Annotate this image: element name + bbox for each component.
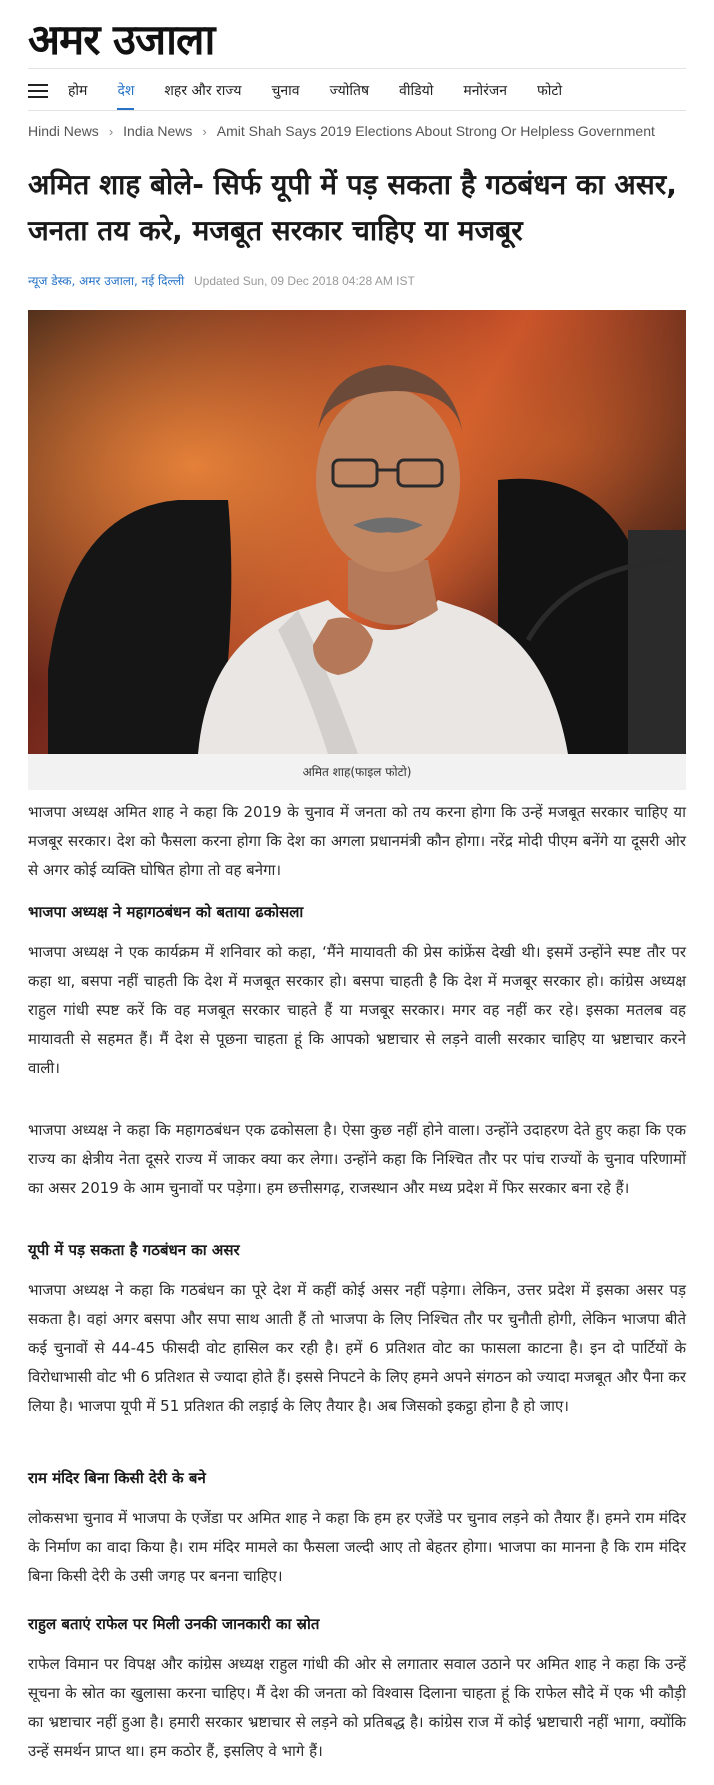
section-heading: यूपी में पड़ सकता है गठबंधन का असर xyxy=(28,1241,240,1259)
masthead xyxy=(28,16,214,64)
nav-item-city-state[interactable]: शहर और राज्य xyxy=(164,83,242,99)
updated-timestamp: Updated Sun, 09 Dec 2018 04:28 AM IST xyxy=(194,274,415,288)
breadcrumb xyxy=(28,120,655,142)
divider xyxy=(28,110,686,111)
paragraph: भाजपा अध्यक्ष ने एक कार्यक्रम में शनिवार को कहा, ‘मैंने मायावती की प्रेस कांफ्रेंस देखी थी। इसमें उन्होंने स्पष्ट तौर पर कहा था, बसपा नहीं चाहती कि देश में मजबूत सरकार हो। बसपा चाहती है कि देश में मजबूर सरकार हो। कांग्रेस अध्यक्ष राहुल गांधी स्पष्ट करें कि वह मजबूत सरकार चाहते हैं या मजबूर सरकार। मगर वह नहीं कर रहे। इसका मतलब वह मायावती से सहमत हैं। मैं देश से पूछना चाहता हूं कि आपको भ्रष्टाचार से लड़ने वाली सरकार चाहिए या भ्रष्टाचार करने वाली। xyxy=(28,943,686,1077)
nav-item-entertainment[interactable]: मनोरंजन xyxy=(463,83,507,99)
article-figure xyxy=(28,310,686,790)
menu-icon[interactable] xyxy=(28,84,48,98)
byline-author[interactable]: न्यूज डेस्क, अमर उजाला, नई दिल्ली xyxy=(28,274,185,288)
nav-item-elections[interactable]: चुनाव xyxy=(271,83,300,99)
byline xyxy=(28,272,415,289)
article-photo[interactable] xyxy=(28,310,686,754)
article-headline: अमित शाह बोले- सिर्फ यूपी में पड़ सकता है गठबंधन का असर, जनता तय करे, मजबूत सरकार चाहिए या मजबूर xyxy=(28,168,677,247)
breadcrumb-item-india-news[interactable]: India News xyxy=(123,123,193,139)
paragraph: भाजपा अध्यक्ष अमित शाह ने कहा कि 2019 के चुनाव में जनता को तय करना होगा कि उन्हें मजबूत सरकार चाहिए या मजबूर सरकार। देश को फैसला करना होगा कि देश का अगला प्रधानमंत्री कौन होगा। नरेंद्र मोदी पीएम बनेंगे या दूसरी ओर से अगर कोई व्यक्ति घोषित होगा तो वह बनेगा। xyxy=(28,803,686,879)
paragraph: लोकसभा चुनाव में भाजपा के एजेंडा पर अमित शाह ने कहा कि हम हर एजेंडे पर चुनाव लड़ने को तैयार हैं। हमने राम मंदिर के निर्माण का वादा किया है। राम मंदिर मामले का फैसला जल्दी आए तो बेहतर होगा। भाजपा का मानना है कि राम मंदिर बिना किसी देरी के उसी जगह पर बनना चाहिए। xyxy=(28,1509,686,1585)
main-nav xyxy=(28,72,686,110)
paragraph: राफेल विमान पर विपक्ष और कांग्रेस अध्यक्ष राहुल गांधी की ओर से लगातार सवाल उठाने पर अमित शाह ने कहा कि उन्हें सूचना के स्रोत का खुलासा करना चाहिए। मैं देश की जनता को विश्वास दिलाना चाहता हूं कि राफेल सौदे में एक भी कौड़ी का भ्रष्टाचार नहीं हुआ है। हमारी सरकार भ्रष्टाचार से लड़ने को प्रतिबद्ध है। कांग्रेस राज में कोई भ्रष्टाचारी नहीं भागा, क्योंकि उन्हें समर्थन प्राप्त था। हम कठोर हैं, इसलिए वे भागे हैं। xyxy=(28,1655,686,1760)
section-heading: राहुल बताएं राफेल पर मिली उनकी जानकारी का स्रोत xyxy=(28,1615,320,1633)
paragraph: भाजपा अध्यक्ष ने कहा कि गठबंधन का पूरे देश में कहीं कोई असर नहीं पड़ेगा। लेकिन, उत्तर प्रदेश में इसका असर पड़ सकता है। वहां अगर बसपा और सपा साथ आती हैं तो भाजपा के लिए निश्चित तौर पर चुनौती होगी, लेकिन भाजपा बीते कई चुनावों से 44-45 फीसदी वोट हासिल कर रही है। हमें 6 प्रतिशत वोट का फासला काटना है। इन दो पार्टियों के विरोधाभासी वोट भी 6 प्रतिशत से ज्यादा होते हैं। इससे निपटने के लिए हमने अपने संगठन को ज्यादा मजबूत और पैना कर लिया है। भाजपा यूपी में 51 प्रतिशत की लड़ाई के लिए तैयार है। अब जिसको इकट्ठा होना है हो जाए। xyxy=(28,1281,686,1415)
nav-item-photo[interactable]: फोटो xyxy=(536,83,563,99)
divider xyxy=(28,68,686,69)
section-heading: भाजपा अध्यक्ष ने महागठबंधन को बताया ढकोसला xyxy=(28,903,304,921)
image-caption: अमित शाह(फाइल फोटो) xyxy=(302,765,412,779)
breadcrumb-item-hindi-news[interactable]: Hindi News xyxy=(28,123,99,139)
nav-item-home[interactable]: होम xyxy=(68,83,88,99)
photo-illustration xyxy=(28,310,686,754)
section-heading: राम मंदिर बिना किसी देरी के बने xyxy=(28,1469,206,1487)
nav-item-video[interactable]: वीडियो xyxy=(399,83,434,99)
paragraph: भाजपा अध्यक्ष ने कहा कि महागठबंधन एक ढकोसला है। ऐसा कुछ नहीं होने वाला। उन्होंने उदाहरण देते हुए कहा कि एक राज्य का क्षेत्रीय नेता दूसरे राज्य में जाकर क्या कर लेगा। उन्होंने कहा कि निश्चित तौर पर पांच राज्यों के चुनाव परिणामों का असर 2019 के आम चुनावों पर पड़ेगा। हम छत्तीसगढ़, राजस्थान और मध्य प्रदेश में फिर सरकार बना रहे हैं। xyxy=(28,1121,686,1197)
breadcrumb-separator: › xyxy=(108,123,114,139)
breadcrumb-item-current[interactable]: Amit Shah Says 2019 Elections About Strong Or Helpless Government xyxy=(216,123,655,139)
breadcrumb-separator: › xyxy=(202,123,207,139)
nav-item-astrology[interactable]: ज्योतिष xyxy=(329,83,370,99)
site-logo[interactable]: अमर उजाला xyxy=(28,15,215,64)
nav-item-desh[interactable]: देश xyxy=(117,72,134,110)
